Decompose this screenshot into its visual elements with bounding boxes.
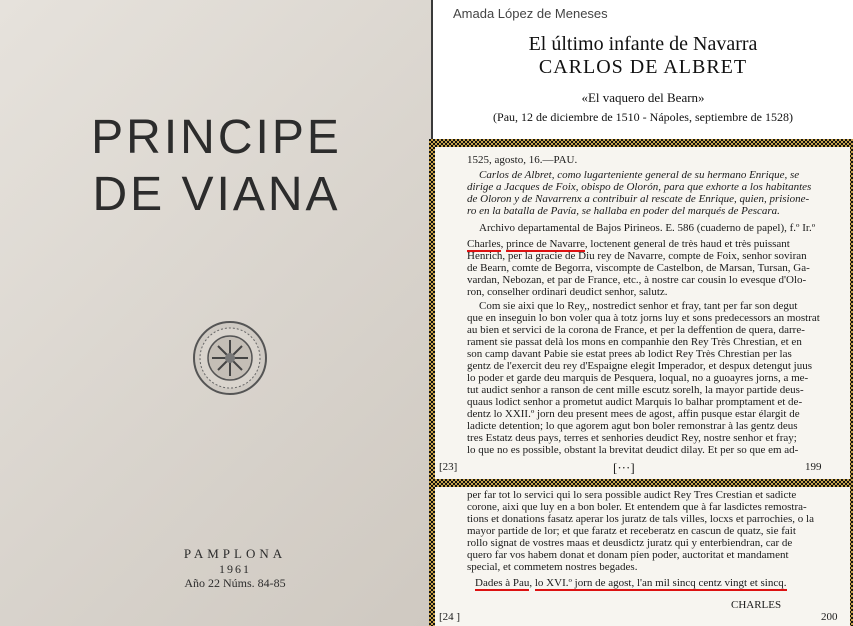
body-line: special, et commetem nostres begades.: [467, 561, 638, 573]
cover-year: 1961: [219, 562, 251, 576]
para2-line: son camp davant Pabie sie estat prees ab lodict Rey Très Chrestian per las: [467, 348, 792, 360]
summary-line: dirige a Jacques de Foix, obispo de Olorón, para que exhorte a los habitantes: [467, 181, 812, 193]
salutation-line: Charles, prince de Navarre, loctenent general de très haud et très puissant: [467, 238, 790, 250]
para2-line: quaus lodict senhor a prometut audict Marquis lo balhar promptament et de-: [467, 396, 803, 408]
page-number-right: 199: [805, 461, 822, 473]
para1-line: ron, conselher ordinari deudict senhor, salutz.: [467, 286, 668, 298]
article-nickname: «El vaquero del Bearn»: [581, 90, 705, 105]
summary-line: de Oloron y de Navarrenx a contribuir al rescate de Enrique, quien, prisione-: [467, 193, 810, 205]
para2-line: lo poder et garde deu marquis de Pesquera, loqual, no a guoayres jorns, a me-: [467, 372, 809, 384]
page-number-left: [23]: [439, 461, 458, 473]
body-line: tions et donations fasatz aperar los juratz de tals villes, locxs et parrochies, o la: [467, 513, 814, 525]
para2-line: tut audict senhor a ranson de cent mille escutz sorelh, la mayor partide deus-: [467, 384, 804, 396]
cover-city: PAMPLONA: [183, 546, 287, 561]
cover-title-line1: PRINCIPE: [91, 111, 342, 164]
ellipsis-marker: [···]: [613, 460, 635, 475]
page-200: [435, 487, 850, 626]
signature: CHARLES: [731, 599, 782, 611]
page-scans: [429, 139, 853, 626]
underlined-name: Charles: [467, 238, 501, 250]
body-line: rollo signat de vostres maas et deusdictz juratz qui y enterbiendran, car de: [467, 537, 793, 549]
para2-line: gentz de l'exercit deu rey d'Espaigne elegit Imperador, et despux detengut juus: [467, 360, 813, 372]
cover-title-line2: DE VIANA: [92, 168, 341, 221]
para2-line: au bien et servici de la corona de France, et per la deffention de quera, darre-: [467, 324, 805, 336]
underlined-title: prince de Navarre: [506, 238, 585, 250]
summary-line: Carlos de Albret, como lugarteniente general de su hermano Enrique, se: [479, 169, 800, 181]
closing-date: lo XVI.º jorn de agost, l'an mil sincq centz vingt et sincq.: [534, 577, 787, 589]
archive-source: Archivo departamental de Bajos Pirineos. E. 586 (cuaderno de papel), f.º Ir.º: [479, 222, 816, 234]
para2-line: lo que no es possible, obstant la brevitat deudict dilay. Et per so que em ad-: [467, 444, 799, 456]
article-subtitle: CARLOS DE ALBRET: [538, 56, 748, 78]
para1-line: vardan, Nebozan, et par de France, etc., à nostre car cousin lo evesque d'Olo-: [467, 274, 807, 286]
para2-line: rament sie passat delà los mons en companhie den Rey Très Chrestian, et en: [467, 336, 802, 348]
closing-line: Dades à Pau, lo XVI.º jorn de agost, l'an mil sincq centz vingt et sincq.: [475, 577, 787, 589]
page-199: [435, 147, 850, 479]
body-line: mayor partide de lor; et que faratz et receberatz en cascun de quatz, sie fait: [467, 525, 796, 537]
para2-line: que en inseguin lo bon voler qua à totz jorns luy et sons predecessors an mostrat: [467, 312, 820, 324]
article-header: [433, 0, 853, 140]
para1-line: Henrich, per la gracie de Diu rey de Navarre, compte de Foix, senhor soviran: [467, 250, 807, 262]
article-dates: (Pau, 12 de diciembre de 1510 - Nápoles, septiembre de 1528): [493, 110, 793, 124]
page-number-right: 200: [821, 611, 838, 623]
article-title: El último infante de Navarra: [528, 33, 758, 55]
body-line: quero far vos habem donat et donam píen poder, auctoritat et mandament: [467, 549, 789, 561]
summary-line: ro en la batalla de Pavía, se hallaba en poder del marqués de Pescara.: [467, 205, 780, 217]
closing-place: Dades à Pau: [475, 577, 530, 589]
seal-emblem: [192, 320, 268, 396]
cover-volume: Año 22 Núms. 84-85: [184, 576, 286, 590]
body-line: per far tot lo servici qui lo sera possible audict Rey Tres Crestian et sadicte: [467, 489, 797, 501]
dateline: 1525, agosto, 16.—PAU.: [467, 154, 578, 166]
para1-line: de Bearn, comte de Begorra, viscompte de Castelbon, de Marsan, Tursan, Ga-: [467, 262, 810, 274]
para2-line: ladicte detention; lo que agorem agut bon boler remonstrar à las gentz deus: [467, 420, 798, 432]
author-name: Amada López de Meneses: [453, 6, 608, 21]
page-number-left: [24 ]: [439, 611, 461, 623]
para2-line: Com sie aixi que lo Rey,, nostredict senhor et fray, tant per far son degut: [479, 300, 798, 312]
para2-line: dentz lo XXII.º jorn deu present mees de agost, affin pusque estar élargit de: [467, 408, 800, 420]
body-line: corone, aixi que luy en a bon boler. Et entendem que à far lasdictes remostra-: [467, 501, 807, 513]
para2-line: tres Estatz deus pays, terres et senhories deudict Rey, nostre senhor et fray;: [467, 432, 797, 444]
para1-first: loctenent general de très haud et très puissant: [590, 238, 790, 250]
